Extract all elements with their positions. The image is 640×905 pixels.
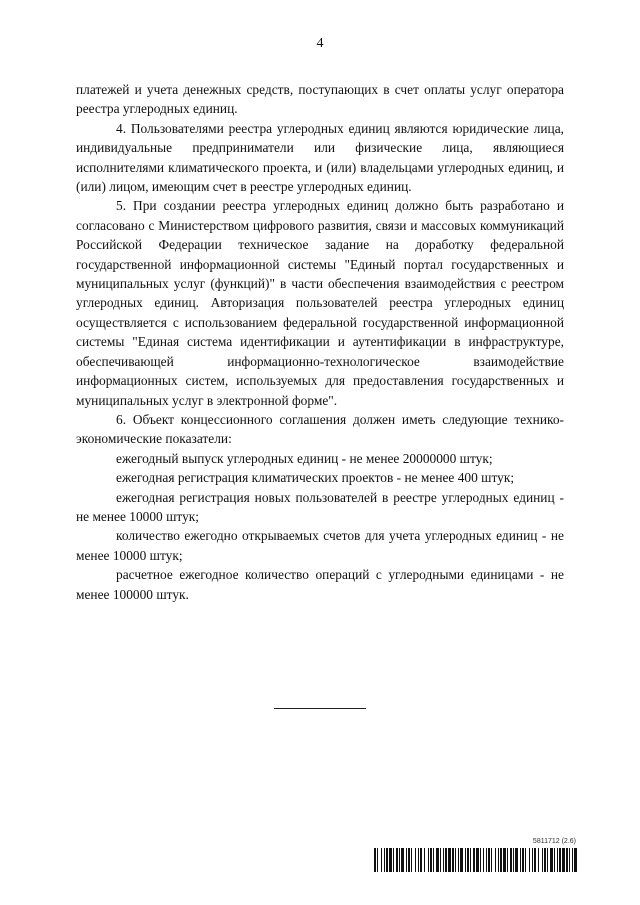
barcode-bar xyxy=(418,848,419,872)
barcode-bar xyxy=(520,848,521,872)
barcode-bar xyxy=(513,848,514,872)
barcode-bar xyxy=(542,848,543,872)
barcode-bar xyxy=(448,848,451,872)
barcode-bar xyxy=(465,848,466,872)
barcode-bar xyxy=(476,848,479,872)
barcode-bar xyxy=(500,848,502,872)
barcode-bar xyxy=(389,848,392,872)
barcode-bar xyxy=(491,848,492,872)
barcode-bar xyxy=(515,848,518,872)
paragraph-item-4: 4. Пользователями реестра углеродных единиц являются юридические лица, индивидуальные предприниматели или физические лица, являющиеся исполнителями климатического проекта, и (или) владельцами углеродных единиц, и (или) лицом, имеющим счет в реестре углеродных единиц. xyxy=(76,120,564,195)
barcode-bar xyxy=(430,848,432,872)
barcode-bar xyxy=(420,848,422,872)
barcode-bar xyxy=(381,848,382,872)
indicator-new-users: ежегодная регистрация новых пользователей в реестре углеродных единиц - не менее 10000 штук; xyxy=(76,489,564,524)
indicator-new-accounts: количество ежегодно открываемых счетов для учета углеродных единиц - не менее 10000 штук; xyxy=(76,528,564,563)
barcode-bar xyxy=(532,848,533,872)
barcode-bar xyxy=(401,848,404,872)
barcode-bar xyxy=(406,848,407,872)
barcode-bar xyxy=(559,848,561,872)
indicator-operations: расчетное ежегодное количество операций с углеродными единицами - не менее 100000 штук. xyxy=(76,567,564,602)
barcode-bar xyxy=(396,848,398,872)
barcode-bar xyxy=(443,848,444,872)
barcode-bar xyxy=(458,848,459,872)
barcode-bar xyxy=(393,848,394,872)
barcode-bar xyxy=(495,848,496,872)
barcode-bar xyxy=(557,848,558,872)
paragraph-item-5: 5. При создании реестра углеродных единиц должно быть разработано и согласовано с Министерством цифрового развития, связи и массовых коммуникаций Российской Федерации техническое задание на доработку федеральной государственной информационной системы "Единый портал государственных и муниципальных услуг (функций)" в части обеспечения взаимодействия с реестром углеродных единиц. Авторизация пользователей реестра углеродных единиц осуществляется с использованием федеральной государственной информационной системы "Единая система идентификации и аутентификации в инфраструктуре, обеспечивающей информационно-технологическое взаимодействие информационных систем, используемых для предоставления государственных и муниципальных услуг в электронной форме". xyxy=(76,198,564,408)
barcode-bar xyxy=(473,848,475,872)
barcode-bar xyxy=(547,848,548,872)
barcode-bar xyxy=(445,848,447,872)
barcode-bar xyxy=(569,848,570,872)
barcode-bar xyxy=(452,848,454,872)
barcode-bar xyxy=(386,848,388,872)
page-number: 4 xyxy=(316,36,324,51)
barcode-bar xyxy=(424,848,425,872)
barcode-bar xyxy=(436,848,439,872)
barcode-bar xyxy=(522,848,524,872)
paragraph-continuation: платежей и учета денежных средств, поступающих в счет оплаты услуг оператора реестра углеродных единиц. xyxy=(76,82,564,117)
barcode-bar xyxy=(377,848,378,872)
barcode-bar xyxy=(460,848,463,872)
barcode-bar xyxy=(470,848,471,872)
barcode-bar xyxy=(408,848,410,872)
barcode-bar xyxy=(483,848,484,872)
barcode-bar xyxy=(486,848,487,872)
barcode-bar xyxy=(433,848,434,872)
barcode-bar xyxy=(480,848,481,872)
barcode-bar xyxy=(374,848,376,872)
indicator-climate-projects: ежегодная регистрация климатических проектов - не менее 400 штук; xyxy=(116,470,515,486)
indicator-carbon-units-issue: ежегодный выпуск углеродных единиц - не менее 20000000 штук; xyxy=(116,450,493,466)
barcode-bar xyxy=(525,848,526,872)
end-divider xyxy=(274,708,366,709)
barcode-bar xyxy=(428,848,429,872)
barcode-bar xyxy=(538,848,539,872)
barcode-bar xyxy=(503,848,506,872)
barcode-bar xyxy=(467,848,469,872)
barcode-bar xyxy=(566,848,568,872)
barcode-bar xyxy=(550,848,553,872)
document-body xyxy=(76,80,564,604)
barcode-id: 5811712 (2.6) xyxy=(532,838,576,845)
barcode-bar xyxy=(384,848,385,872)
paragraph-item-6: 6. Объект концессионного соглашения должен иметь следующие технико-экономические показатели: xyxy=(76,411,564,447)
barcode-bar xyxy=(562,848,565,872)
barcode-bar xyxy=(544,848,546,872)
barcode-bar xyxy=(488,848,490,872)
barcode-bar xyxy=(510,848,512,872)
barcode-bar xyxy=(507,848,508,872)
barcode-bar xyxy=(498,848,499,872)
barcode-icon xyxy=(374,848,578,872)
barcode-bar xyxy=(574,848,577,872)
barcode-bar xyxy=(440,848,441,872)
barcode-bar xyxy=(455,848,456,872)
barcode-bar xyxy=(554,848,555,872)
barcode-bar xyxy=(411,848,412,872)
barcode-bar xyxy=(399,848,400,872)
barcode-bar xyxy=(415,848,416,872)
barcode-bar xyxy=(534,848,536,872)
barcode-bar xyxy=(529,848,530,872)
barcode-bar xyxy=(572,848,573,872)
